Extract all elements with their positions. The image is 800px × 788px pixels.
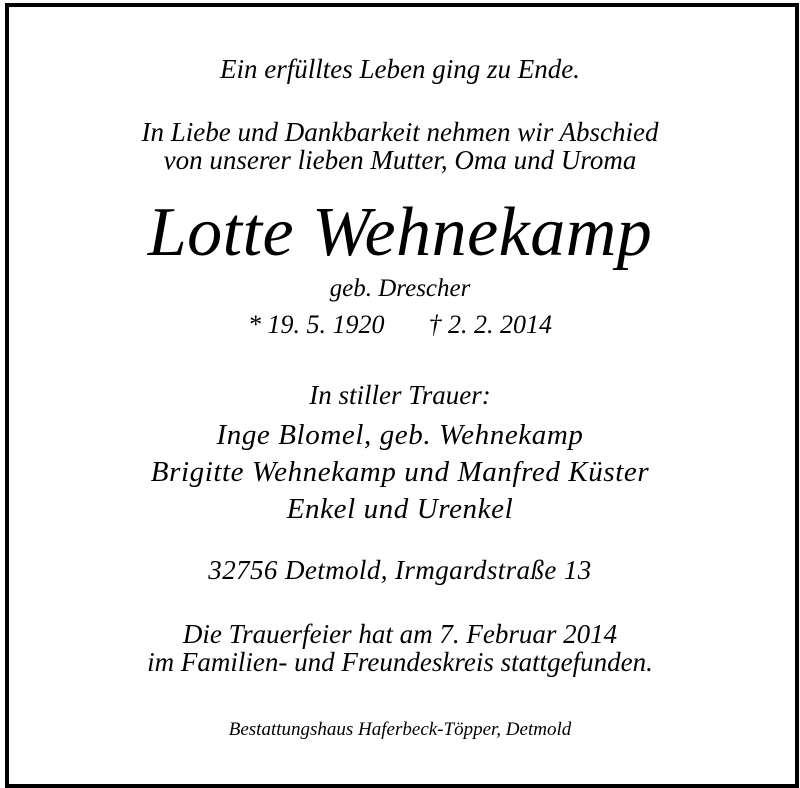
funeral-line-2: im Familien- und Freundeskreis stattgefunden. — [147, 647, 653, 677]
farewell-line-1: In Liebe und Dankbarkeit nehmen wir Abschied — [141, 117, 659, 147]
mourner-3: Enkel und Urenkel — [286, 493, 514, 525]
farewell-line-2: von unserer lieben Mutter, Oma und Uroma — [163, 145, 637, 175]
funeral-line-1: Die Trauerfeier hat am 7. Februar 2014 — [182, 619, 618, 649]
birth-date: * 19. 5. 1920 — [248, 310, 385, 339]
mourner-2: Brigitte Wehnekamp und Manfred Küster — [150, 456, 650, 488]
deceased-name: Lotte Wehnekamp — [147, 194, 653, 271]
mourner-1: Inge Blomel, geb. Wehnekamp — [216, 419, 584, 451]
undertaker-credit: Bestattungshaus Haferbeck-Töpper, Detmold — [228, 719, 572, 740]
family-address: 32756 Detmold, Irmgardstraße 13 — [208, 555, 592, 585]
death-date: † 2. 2. 2014 — [428, 310, 552, 339]
life-dates — [0, 312, 800, 338]
maiden-name: geb. Drescher — [329, 275, 471, 302]
mourning-heading: In stiller Trauer: — [309, 380, 491, 410]
intro-text: Ein erfülltes Leben ging zu Ende. — [220, 54, 580, 84]
